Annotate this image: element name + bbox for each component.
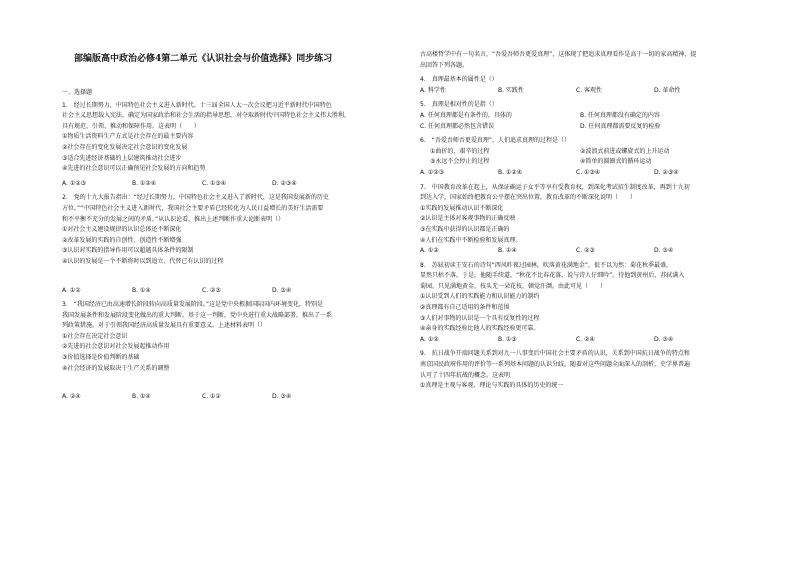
question-1 (60, 101, 390, 190)
statement-item: ②社会存在的变化发展决定社会意识的变化发展 (62, 143, 188, 151)
left-column (60, 46, 390, 403)
option-d: D. ②③④ (654, 168, 679, 176)
option-c: C. ②③ (576, 247, 595, 255)
statement-item: ①实践的发展推动认识不断深化 (420, 204, 504, 212)
option-a: A. 任何真理都是有条件的，具体的 (420, 111, 512, 119)
option-d: D. ③④ (654, 247, 674, 255)
answer-row (418, 122, 753, 133)
statement-item: ②先进的社会意识对社会发展起推动作用 (62, 343, 170, 351)
option-a: A. ②④ (62, 393, 81, 401)
answer-options (60, 286, 390, 297)
statement-item: ④人们在实践中不断检验和发展真理。 (420, 236, 522, 244)
statement-item: ③价值选择是价值判断的基础 (62, 354, 140, 362)
statement-row (418, 147, 753, 158)
question-text: 南京国民政府作用的评价等一系列基本问题的认识分歧。随着对这些问题全面深入的剖析，史学界普遍 (420, 361, 691, 369)
statement-item: ①曲折的、艰辛的过程 (430, 147, 490, 155)
question-6 (418, 136, 753, 178)
statement-item: ③永远不会停止的过程 (430, 158, 490, 166)
answer-options (418, 246, 753, 257)
statement-item: ②改革发展的实践的自创性、创造性不断增强 (62, 236, 182, 244)
option-b: B. ①④ (132, 393, 151, 401)
question-8 (418, 261, 753, 346)
option-a: A. ①②③ (62, 179, 86, 187)
option-b: B. 任何真理都没有确定的内容 (580, 111, 660, 119)
option-a: A. ①② (62, 286, 81, 294)
statement-item: ④认识的发展是一个不断将时以到追立、代替已有认识的过程 (62, 257, 224, 265)
question-9 (418, 349, 753, 391)
question-text: 3. “我国经济已由高速增长阶段转向高质量发展阶段。”这是党中央根据国际国内环境变化，特别是 (62, 301, 323, 309)
question-3 (60, 300, 390, 403)
option-d: D. ③④ (272, 286, 292, 294)
question-text: 社会主义思想载入宪法，确定为国家政治和社会生活的指导思想，对夺取新时代中国特色社会主义伟大胜利， (62, 112, 351, 120)
question-text: 7. 中国教育改革在起上，从保证确运子女平等享有受教育权，到深化考试招生制度改革，再到十九初 (420, 183, 690, 191)
question-5 (418, 100, 753, 132)
option-b: B. ①③ (498, 335, 517, 343)
question-text: 认可了十四年抗战的概念。这表明 (420, 371, 511, 379)
question-text: 和不平衡不充分的发展之间的矛盾。”从认识论看，推出上述判断作重大论断表明（） (62, 215, 285, 223)
option-d: D. 革命性 (654, 86, 681, 94)
option-a: A. ①② (420, 335, 439, 343)
statement-item: ④先进的社会意识可以正确预见社会发展的方向和趋势 (62, 165, 206, 173)
statement-item: ④亲身的实践经验比他人的实践经验更可靠。 (420, 325, 540, 333)
answer-options (418, 335, 753, 346)
option-b: B. ①④ (498, 247, 517, 255)
option-c: C. ①② (202, 393, 221, 401)
answer-options (60, 179, 390, 190)
statement-item: ②波浪式前进或螺旋式的上升运动 (580, 147, 670, 155)
statement-item: ②真理都有自己适用的条件和范围 (420, 304, 510, 312)
option-d: D. ③④ (272, 393, 292, 401)
question-text: 方位。”“中国特色社会主义进入新时代，我国社会主要矛盾已经转化为人民日益增长的美好生活需要 (62, 204, 324, 212)
section-heading: 一、选择题 (62, 89, 93, 96)
question-text: 具有规范、引领、推动和保障作用。这表明（ ） (62, 122, 201, 130)
question-text: 菊园，只见满地黄金、枝头无一朵花枝，顿觉汗颜。由此可见（ ） (420, 282, 607, 290)
statement-item: ①认识受到人们的实践能力和认识能力的制约 (420, 293, 540, 301)
statement-item: ①对社会主义建设规律的认识总体还不断深化 (62, 226, 182, 234)
option-b: B. ①②④ (498, 168, 523, 176)
option-c: C. ②③ (202, 286, 221, 294)
option-d: D. 任何真理都需要反复的检验 (580, 122, 661, 130)
option-a: A. 科学性 (420, 86, 446, 94)
statement-item: ②认识是主体对客观事物的正确反映 (420, 215, 516, 223)
option-b: B. ①②④ (132, 179, 157, 187)
option-b: B. ①④ (132, 286, 151, 294)
statement-row (418, 157, 753, 168)
statement-item: ③在实践中获得的认识都是正确的 (420, 225, 510, 233)
question-2 (60, 193, 390, 296)
option-d: D. ②③④ (272, 179, 297, 187)
question-text: 列政策措施。对于引领我国经济高质量发展具有重要意义。上述材料表明（） (62, 322, 267, 330)
question-text: 8. 苏轼初读王安石的诗句“西风昨夜过园林，吹落黄花满地金”，很不以为然：菊花秋季最盛， (420, 261, 672, 269)
option-c: C. ②④ (576, 335, 595, 343)
question-text: 显然只枯不落。于是，他随手续道，“秋花不比春花落，说与诗人仔细吟”。待他到黄州后，苏轼满入 (420, 272, 685, 280)
question-text: 5. 真理是相对性的是指（） (420, 101, 498, 109)
question-text: 6. “吾爱吾师吾更爱真理”，人们追求真理的过程是（） (420, 137, 570, 145)
option-a: A. ①②③ (420, 168, 444, 176)
question-text: 我国发展条件和发展阶段变化做出的重大判断。基于这一判断，党中央进行重大战略部署，推出了一系 (62, 311, 333, 319)
right-column (418, 50, 753, 392)
question-text: 2. 党的十九大报告指出：“经过长期努力，中国特色社会主义进入了新时代，这是我国发展新的历史 (62, 194, 329, 202)
question-text: 到达入学，国家始终把教育公平摆在突出位置。教育改革的不断深化说明（ ） (420, 194, 637, 202)
option-c: C. ①③④ (202, 179, 227, 187)
answer-options (60, 392, 390, 403)
option-c: C. 任何真理都必然包含错误 (420, 122, 495, 130)
statement-item: ④简单的圆圈式的循环运动 (580, 158, 652, 166)
option-b: B. 实践性 (498, 86, 524, 94)
statement-item: ④社会经济的发展取决于生产关系的调整 (62, 364, 170, 372)
passage-text: 出回答下列各题。 (420, 61, 469, 69)
statement-item: ③适合先进经济基础的上层建筑推动社会进步 (62, 154, 182, 162)
passage-text: 古高楼哲学中有一句名言，“吾爱吾师吾更爱真理”，这体现了把追求真理看作是高于一切的家高精神，提 (420, 51, 697, 58)
option-d: D. ③④ (654, 335, 674, 343)
question-7 (418, 183, 753, 257)
option-c: C. 客观性 (576, 86, 603, 94)
answer-options (418, 168, 753, 179)
statement-item: ①社会存在决定社会意识 (62, 332, 128, 340)
answer-options (418, 86, 753, 97)
statement-item: ③人们对事物的认识是一个具有反复性的过程 (420, 314, 540, 322)
question-text: 1. 经过长期努力，中国特色社会主义进入新时代。十三届全国人大一次会议把习近平新时代中国特色 (62, 101, 332, 109)
statement-item: ①物质生活资料生产方式是社会存在的最主要内容 (62, 133, 194, 141)
option-a: A. ①② (420, 247, 439, 255)
question-text: 4. 真理最基本的属性是（） (420, 76, 498, 84)
option-c: C. ①③④ (576, 168, 601, 176)
statement-item: ①真理是主观与客观、理论与实践的具体的历史的统一 (420, 382, 564, 390)
statement-item: ③认识对实践的指导作用可以超越具体条件的限制 (62, 247, 194, 255)
question-text: 9. 抗日战争开端问题关系到对九一八事变后中国社会主要矛盾的认识，关系到中国抗日战争的特点和 (420, 350, 690, 358)
question-4 (418, 75, 753, 96)
answer-row (418, 111, 753, 122)
document-title: 部编版高中政治必修4第二单元《认识社会与价值选择》同步练习 (74, 54, 333, 64)
